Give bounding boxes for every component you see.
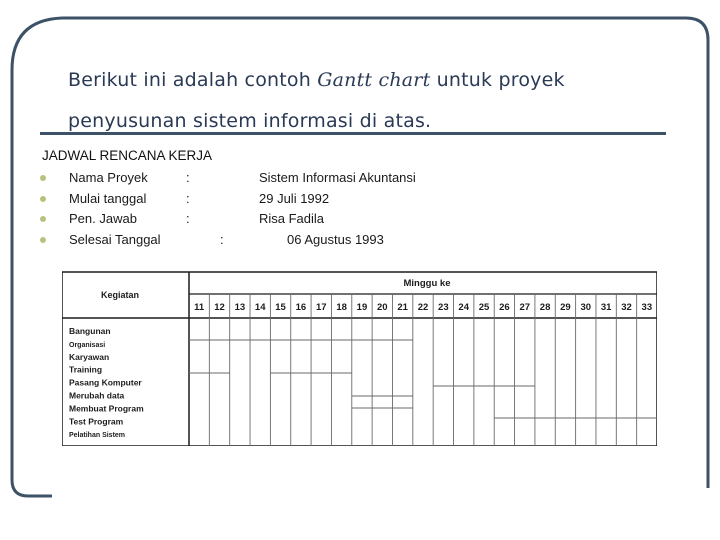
week-number-label: 12 [214,302,225,313]
activity-label: Organisasi [69,341,106,349]
week-number-labels [194,302,652,313]
schedule-heading: JADWAL RENCANA KERJA [42,148,213,163]
info-label: Mulai tanggal [69,190,147,206]
week-number-label: 26 [499,302,510,313]
title-divider [40,132,666,135]
activity-label: Pelatihan Sistem [69,432,126,440]
title-line-1 [68,60,688,101]
bullet-icon [40,237,46,243]
gantt-grid [62,272,657,446]
week-number-label: 14 [254,302,266,313]
week-number-label: 23 [438,302,449,313]
gantt-chart-image [62,268,657,446]
week-number-label: 32 [621,302,632,313]
info-value: 06 Agustus 1993 [287,231,384,247]
activity-label: Bangunan [69,326,111,336]
schedule-info-list [40,168,660,250]
info-label: Nama Proyek [69,170,148,185]
info-row-project-name [40,168,660,189]
week-number-label: 22 [417,302,429,313]
week-number-label: 11 [194,302,205,313]
info-row-person-in-charge [40,209,660,230]
week-number-label: 13 [234,302,246,313]
slide-title [68,60,688,142]
info-value: 29 Juli 1992 [259,190,330,206]
week-number-label: 28 [539,302,551,313]
info-colon: : [186,211,190,226]
week-number-label: 31 [600,302,612,313]
week-number-label: 17 [315,302,327,313]
week-column-header: Minggu ke [403,278,451,289]
title-text-emphasis: Gantt chart [317,69,431,91]
week-number-label: 30 [580,302,592,313]
activity-label: Karyawan [69,351,110,362]
gantt-chart-table [62,268,657,446]
bullet-icon [40,196,46,202]
info-row-end-date [40,230,660,251]
week-number-label: 24 [458,302,469,313]
week-number-label: 33 [641,302,653,313]
title-line-2: penyusunan sistem informasi di atas. [68,110,432,132]
activity-label: Test Program [69,416,124,427]
week-number-label: 27 [519,302,531,313]
info-row-start-date [40,189,660,210]
week-number-label: 18 [336,302,347,313]
activity-label: Training [69,364,103,375]
week-number-label: 21 [397,302,408,313]
bullet-icon [40,216,46,222]
info-label: Pen. Jawab [69,211,137,226]
info-colon: : [220,231,224,247]
week-number-label: 15 [275,302,286,313]
info-value: Sistem Informasi Akuntansi [259,170,416,185]
activity-column-header: Kegiatan [100,290,140,300]
info-label: Selesai Tanggal [69,231,161,247]
title-text-pre: Berikut ini adalah contoh [68,69,318,91]
week-number-label: 20 [377,302,388,313]
week-number-label: 16 [295,302,307,313]
info-value: Risa Fadila [259,211,325,226]
info-colon: : [186,170,190,185]
info-colon: : [186,190,190,206]
activity-label: Membuat Program [69,403,144,414]
bullet-icon [40,175,46,181]
activity-label: Pasang Komputer [69,377,142,388]
activity-labels [69,326,144,439]
activity-label: Merubah data [69,390,125,401]
week-number-label: 19 [356,302,368,313]
week-number-label: 25 [478,302,490,313]
title-text-post: untuk proyek [430,69,565,91]
week-number-label: 29 [560,302,571,313]
